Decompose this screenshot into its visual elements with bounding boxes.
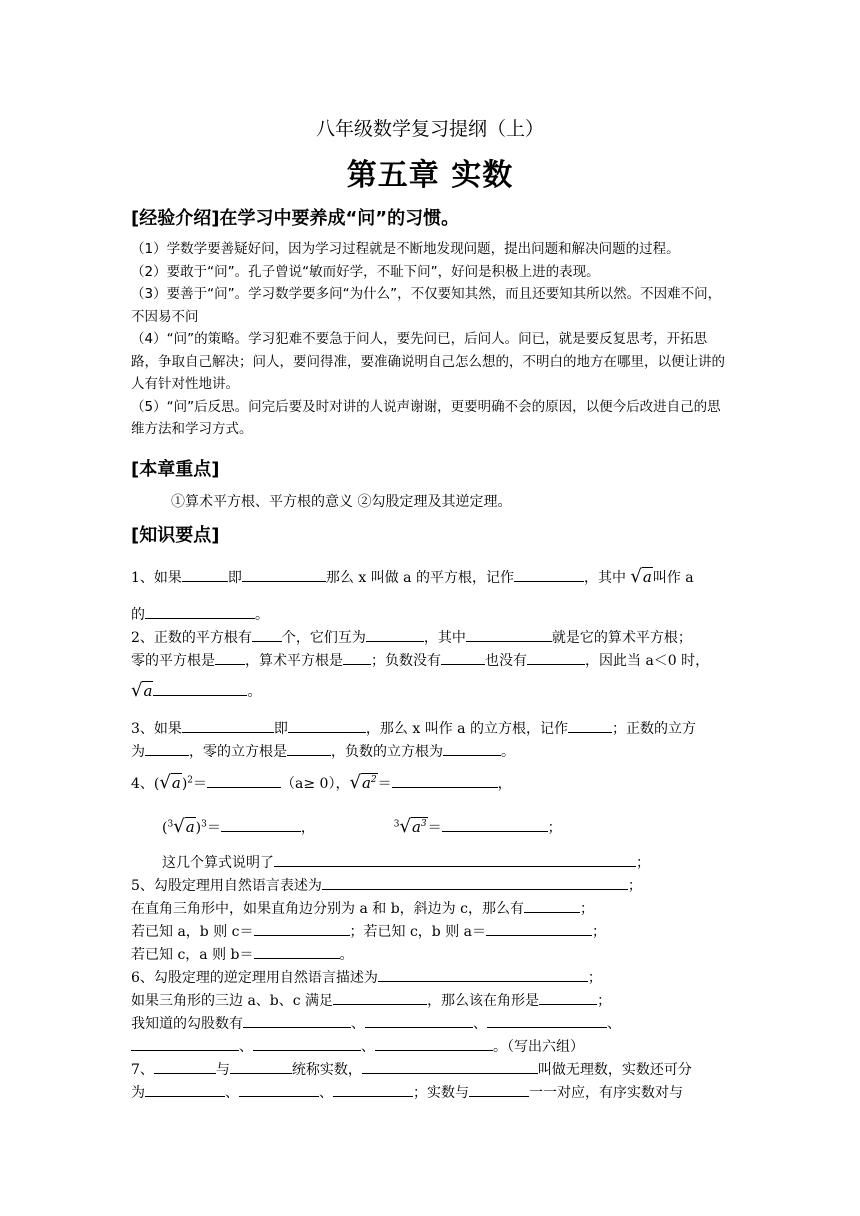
experience-item-2: （2）要敢于“问”。孔子曾说“敏而好学，不耻下问”，好问是积极上进的表现。 [131, 263, 600, 280]
knowledge-item-6-line-1: 6、勾股定理的逆定理用自然语言描述为 ； [131, 967, 731, 987]
blank[interactable] [182, 718, 274, 733]
blank[interactable] [362, 1059, 538, 1074]
experience-item-5: （5）“问”后反思。问完后要及时对讲的人说声谢谢，更要明确不会的原因，以便今后改进自己的思维方法和学习方式。 [131, 398, 721, 437]
blank[interactable] [442, 817, 548, 832]
blank[interactable] [524, 898, 580, 913]
blank[interactable] [466, 627, 552, 642]
blank[interactable] [469, 1082, 529, 1097]
blank[interactable] [153, 681, 247, 696]
knowledge-item-5-line-1: 5、勾股定理用自然语言表述为 ； [131, 875, 731, 895]
cuberoot-of-a-cubed-expression: $^3√a^3$ [393, 816, 427, 837]
blank[interactable] [527, 650, 585, 665]
blank[interactable] [333, 1082, 413, 1097]
blank[interactable] [322, 875, 628, 890]
knowledge-item-1-line-2: 的 。 [131, 604, 731, 624]
key-points: ①算术平方根、平方根的意义 ②勾股定理及其逆定理。 [171, 494, 512, 510]
blank[interactable] [243, 1013, 351, 1028]
knowledge-item-3-line-1: 3、如果 即 ，那么 x 叫作 a 的立方根，记作 ；正数的立方 [131, 718, 731, 738]
knowledge-item-2-line-1: 2、正数的平方根有 个，它们互为 ，其中 就是它的算术平方根； [131, 627, 731, 647]
cuberoot-a-cubed-expression: $(^3√a)^3$ [162, 816, 207, 837]
chapter-title: 第五章 实数 [346, 158, 514, 193]
page-title: 八年级数学复习提纲（上） [315, 118, 544, 140]
blank[interactable] [221, 817, 301, 832]
blank[interactable] [539, 990, 597, 1005]
blank[interactable] [274, 852, 636, 867]
blank[interactable] [514, 567, 584, 582]
blank[interactable] [366, 627, 424, 642]
blank[interactable] [131, 1036, 239, 1051]
blank[interactable] [215, 650, 245, 665]
blank[interactable] [239, 1082, 319, 1097]
knowledge-item-5-line-2: 在直角三角形中，如果直角边分别为 a 和 b，斜边为 c，那么有 ； [131, 898, 731, 918]
blank[interactable] [145, 741, 189, 756]
blank[interactable] [230, 1059, 292, 1074]
experience-heading: [经验介绍]在学习中要养成“问”的习惯。 [131, 208, 460, 229]
blank[interactable] [392, 773, 498, 788]
blank[interactable] [365, 1013, 473, 1028]
blank[interactable] [207, 773, 281, 788]
knowledge-item-7-line-2: 为 、 、 ；实数与 一一对应，有序实数对与 [131, 1082, 731, 1102]
blank[interactable] [375, 1036, 493, 1051]
knowledge-heading: [知识要点] [131, 525, 220, 546]
knowledge-item-4-line-1: 4、$(√a)^2= (a\ge 0)$，$√a^2=$ ， [131, 772, 512, 793]
blank[interactable] [443, 741, 501, 756]
blank[interactable] [182, 567, 228, 582]
blank[interactable] [145, 1082, 225, 1097]
experience-item-1: （1）学数学要善疑好问，因为学习过程就是不断地发现问题，提出问题和解决问题的过程。 [131, 241, 680, 257]
knowledge-item-3-line-2: 为 ，零的立方根是 ，负数的立方根为 。 [131, 741, 731, 761]
blank[interactable] [486, 921, 592, 936]
knowledge-item-6-line-2: 如果三角形的三边 a、b、c 满足 ，那么该在角形是 ； [131, 990, 731, 1010]
blank[interactable] [254, 944, 340, 959]
blank[interactable] [252, 627, 282, 642]
blank[interactable] [378, 967, 588, 982]
blank[interactable] [487, 1013, 607, 1028]
knowledge-item-6-line-4: 、 、 。（写出六组） [131, 1036, 731, 1056]
knowledge-item-4-line-2: $(^3√a)^3=$ ， $^3√a^3=$ ； [162, 816, 562, 837]
blank[interactable] [288, 718, 366, 733]
key-heading: [本章重点] [131, 459, 220, 480]
knowledge-item-2-line-3: √a 。 [131, 680, 262, 701]
knowledge-item-7-line-1: 7、 与 统称实数， 叫做无理数，实数还可分 [131, 1059, 731, 1079]
experience-item-4: （4）“问”的策略。学习犯难不要急于问人，要先问已，后问人。问已，就是要反复思考，开拓思路，争取自己解决；问人，要问得准，要准确说明自己怎么想的，不明白的地方在哪里，以便让讲的人有针对性地讲。 [131, 331, 725, 392]
knowledge-item-6-line-3: 我知道的勾股数有 、 、 、 [131, 1013, 731, 1033]
blank[interactable] [287, 741, 331, 756]
blank[interactable] [343, 650, 371, 665]
blank[interactable] [242, 567, 326, 582]
knowledge-item-1-line-1: 1、如果 即 那么 x 叫做 a 的平方根，记作 ，其中 √a叫作 a [131, 566, 694, 587]
sqrt-a-symbol: √a [131, 680, 153, 701]
blank[interactable] [253, 1036, 361, 1051]
blank[interactable] [254, 921, 350, 936]
knowledge-item-5-line-4: 若已知 c，a 则 b＝ 。 [131, 944, 731, 964]
blank[interactable] [154, 1059, 216, 1074]
sqrt-a-symbol: √a [630, 566, 652, 587]
blank[interactable] [441, 650, 485, 665]
knowledge-item-4-line-3: 这几个算式说明了 ； [162, 852, 762, 872]
experience-item-3: （3）要善于“问”。学习数学要多问“为什么”，不仅要知其然，而且还要知其所以然。不因难不问，不因易不问 [131, 286, 722, 325]
blank[interactable] [568, 718, 612, 733]
blank[interactable] [333, 990, 427, 1005]
knowledge-item-2-line-2: 零的平方根是 ，算术平方根是 ；负数没有 也没有 ，因此当 a＜0 时， [131, 650, 731, 670]
knowledge-item-5-line-3: 若已知 a，b 则 c＝ ；若已知 c，b 则 a＝ ； [131, 921, 731, 941]
experience-list [131, 238, 731, 441]
sqrt-of-a-squared-expression: $√a^2$ [349, 772, 377, 793]
sqrt-a-squared-expression: $(√a)^2$ [153, 772, 194, 793]
blank[interactable] [145, 604, 255, 619]
